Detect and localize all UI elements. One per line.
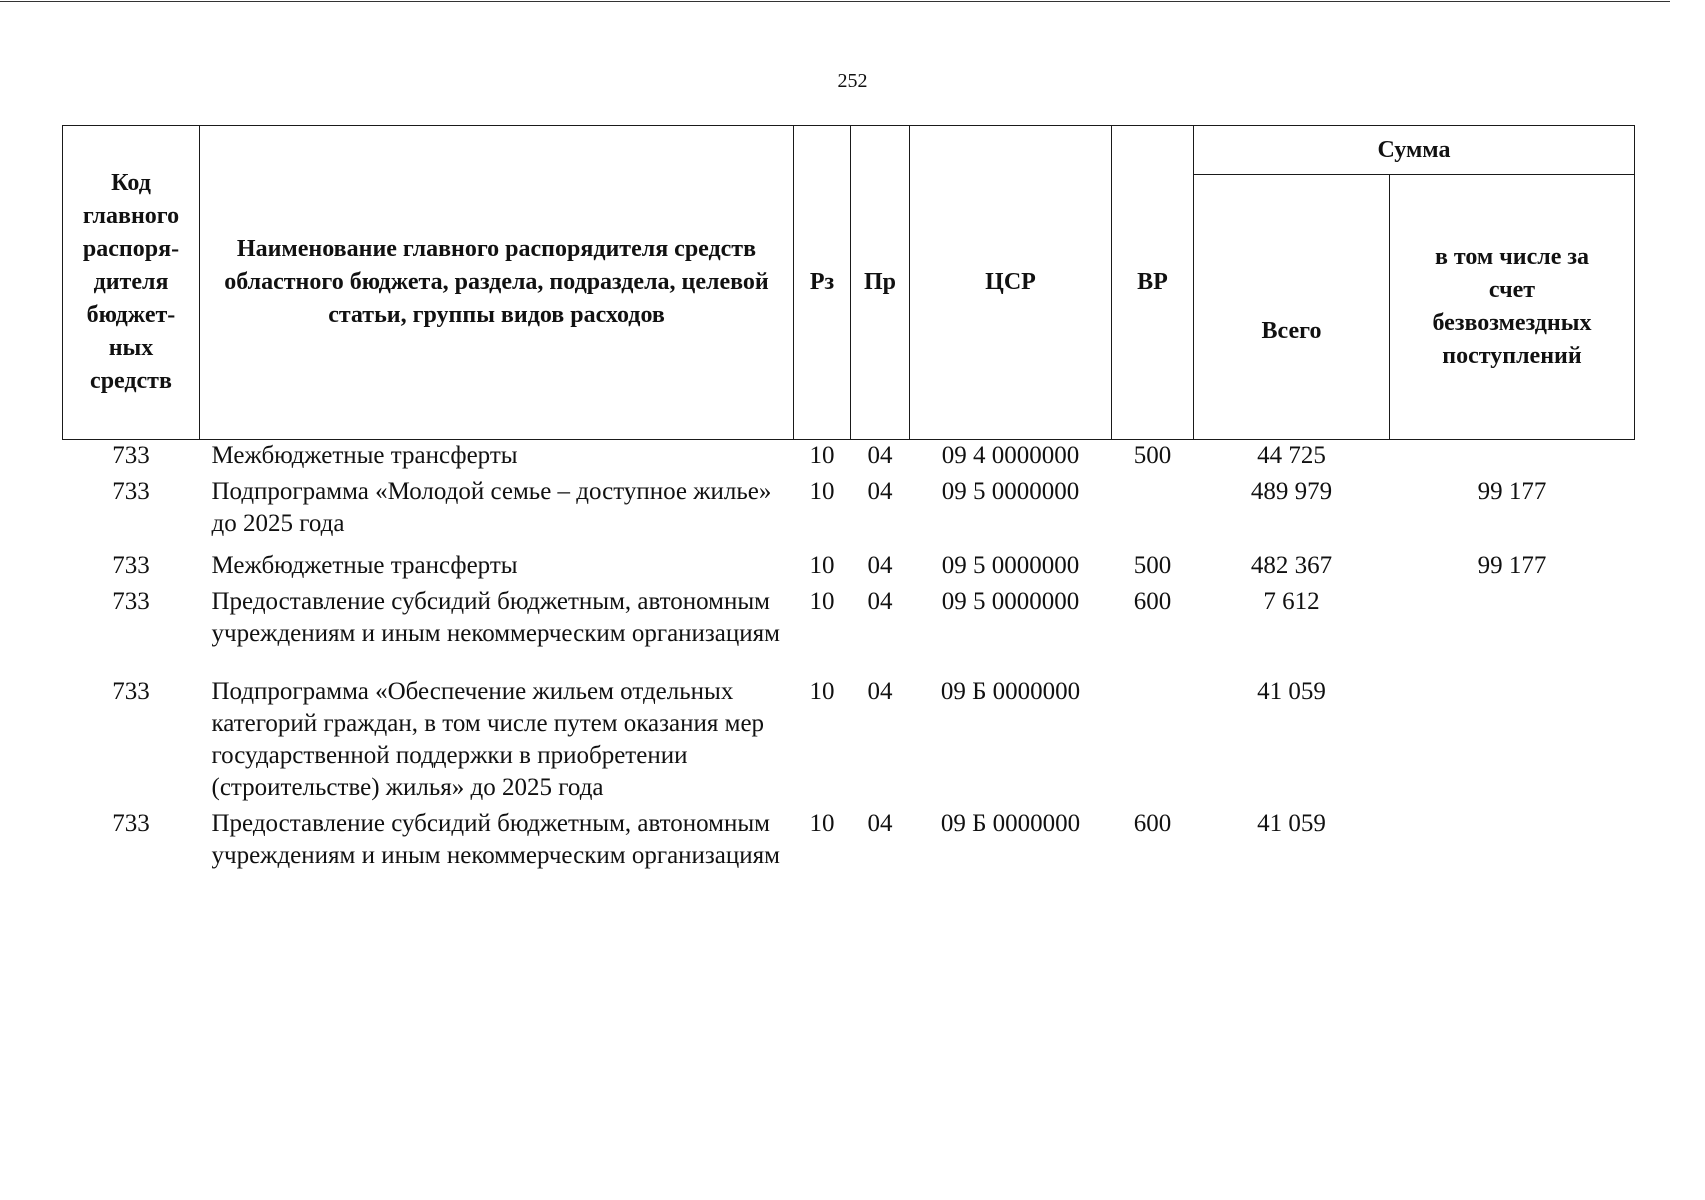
cell-code: 733 (112, 678, 150, 705)
cell-csr: 09 4 0000000 (941, 442, 1080, 469)
budget-table (62, 125, 1635, 872)
cell-total: 41 059 (1257, 678, 1326, 705)
cell-csr: 09 Б 0000000 (940, 810, 1081, 837)
cell-rz: 10 (809, 478, 835, 505)
cell-total: 482 367 (1250, 552, 1333, 579)
cell-free: 99 177 (1477, 552, 1547, 579)
header-vr: ВР (1112, 126, 1194, 440)
header-free (1390, 175, 1635, 440)
table-row (63, 676, 1635, 808)
cell-free (1390, 808, 1635, 872)
page-number: 252 (837, 70, 868, 92)
cell-pr: 04 (867, 442, 893, 469)
cell-csr: 09 5 0000000 (941, 588, 1080, 615)
cell-csr: 09 5 0000000 (941, 478, 1080, 505)
cell-free (1390, 676, 1635, 808)
cell-vr: 600 (1133, 588, 1172, 615)
cell-vr (1112, 476, 1194, 550)
header-total (1194, 175, 1390, 440)
cell-free: 99 177 (1477, 478, 1547, 505)
cell-total: 41 059 (1257, 810, 1326, 837)
header-code-label: Код главного распоря-дителя бюджет-ных средств (82, 170, 180, 394)
cell-free (1390, 586, 1635, 676)
header-pr: Пр (851, 126, 910, 440)
cell-rz: 10 (809, 588, 835, 615)
table-row (63, 440, 1635, 477)
cell-vr (1112, 676, 1194, 808)
header-rz: Рз (794, 126, 851, 440)
cell-name: Межбюджетные трансферты (211, 442, 518, 469)
cell-csr: 09 Б 0000000 (940, 678, 1081, 705)
cell-code: 733 (112, 552, 150, 579)
cell-code: 733 (112, 478, 150, 505)
cell-free (1390, 440, 1635, 477)
header-total-label: Всего (1261, 317, 1322, 344)
cell-vr: 500 (1133, 552, 1172, 579)
cell-vr: 600 (1133, 810, 1172, 837)
cell-total: 489 979 (1250, 478, 1333, 505)
cell-name: Межбюджетные трансферты (211, 552, 518, 579)
cell-name: Подпрограмма «Обеспечение жильем отдельных категорий граждан, в том числе путем оказания мер государственной поддержки в приобретении (строительстве) жилья» до 2025 года (211, 678, 765, 801)
cell-pr: 04 (867, 678, 893, 705)
table-row (63, 476, 1635, 550)
cell-rz: 10 (809, 552, 835, 579)
cell-rz: 10 (809, 442, 835, 469)
table-row (63, 550, 1635, 586)
header-name-label: Наименование главного распорядителя средств областного бюджета, раздела, подраздела, целевой статьи, группы видов расходов (224, 236, 769, 328)
header-free-label: в том числе за счет безвозмездных поступлений (1432, 244, 1592, 369)
cell-csr: 09 5 0000000 (941, 552, 1080, 579)
cell-name: Предоставление субсидий бюджетным, автономным учреждениям и иным некоммерческим организациям (211, 810, 780, 869)
cell-code: 733 (112, 442, 150, 469)
cell-name: Подпрограмма «Молодой семье – доступное жилье» до 2025 года (211, 478, 772, 537)
header-sum: Сумма (1194, 126, 1635, 175)
table-body (63, 440, 1635, 873)
cell-pr: 04 (867, 478, 893, 505)
cell-name: Предоставление субсидий бюджетным, автономным учреждениям и иным некоммерческим организациям (211, 588, 780, 647)
cell-code: 733 (112, 810, 150, 837)
table-row (63, 586, 1635, 676)
cell-pr: 04 (867, 552, 893, 579)
top-rule (0, 1, 1670, 2)
cell-rz: 10 (809, 678, 835, 705)
table-row (63, 808, 1635, 872)
header-name (200, 126, 794, 440)
cell-pr: 04 (867, 588, 893, 615)
cell-code: 733 (112, 588, 150, 615)
cell-pr: 04 (867, 810, 893, 837)
header-csr: ЦСР (910, 126, 1112, 440)
cell-total: 7 612 (1263, 588, 1320, 615)
cell-vr: 500 (1133, 442, 1172, 469)
cell-total: 44 725 (1257, 442, 1326, 469)
cell-rz: 10 (809, 810, 835, 837)
table-header (63, 126, 1635, 440)
header-code (63, 126, 200, 440)
